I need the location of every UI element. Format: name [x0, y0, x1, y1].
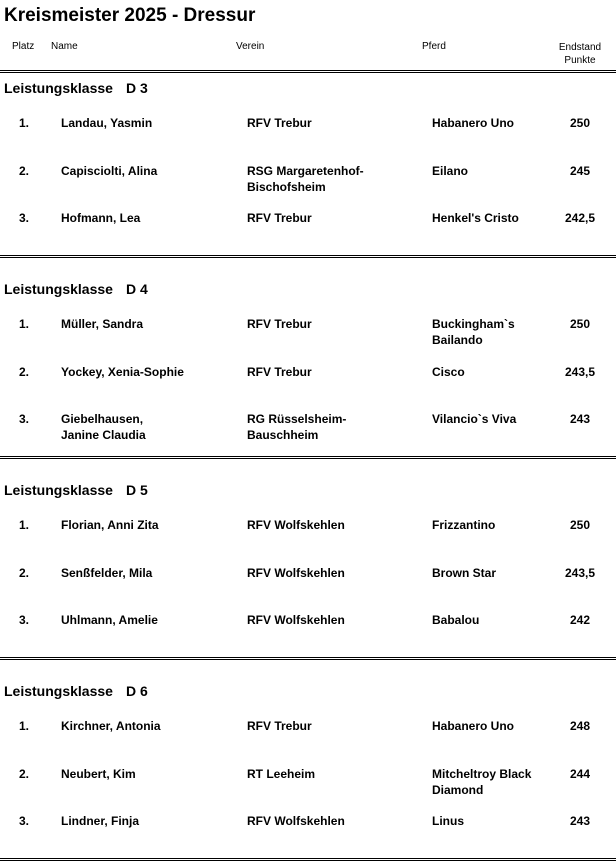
points-cell: 245 — [569, 164, 591, 178]
points-cell: 250 — [569, 317, 591, 331]
page-title: Kreismeister 2025 - Dressur — [4, 5, 256, 26]
rank-cell: 2. — [19, 767, 30, 781]
club-line: Bauschheim — [247, 428, 319, 442]
section-divider — [0, 456, 616, 459]
name-line: Müller, Sandra — [61, 317, 144, 331]
club-cell — [247, 718, 312, 734]
points-cell: 250 — [569, 518, 591, 532]
club-cell — [247, 115, 312, 131]
name-line: Giebelhausen, — [61, 412, 144, 426]
name-cell — [61, 364, 184, 380]
name-cell — [61, 316, 143, 332]
horse-line: Habanero Uno — [432, 116, 515, 130]
name-line: Hofmann, Lea — [61, 211, 141, 225]
name-line: Neubert, Kim — [61, 767, 136, 781]
horse-cell — [432, 115, 514, 131]
rank-cell: 2. — [19, 566, 30, 580]
club-line: RFV Wolfskehlen — [247, 566, 345, 580]
club-line: RFV Wolfskehlen — [247, 814, 345, 828]
rank-cell: 1. — [19, 719, 30, 733]
horse-cell — [432, 718, 514, 734]
name-line: Yockey, Xenia-Sophie — [61, 365, 184, 379]
club-line: RSG Margaretenhof- — [247, 164, 364, 178]
horse-line: Bailando — [432, 333, 483, 347]
club-cell — [247, 813, 345, 829]
club-cell — [247, 364, 312, 380]
name-cell — [61, 210, 140, 226]
name-line: Janine Claudia — [61, 428, 146, 442]
points-cell: 243,5 — [564, 365, 596, 379]
rank-cell: 1. — [19, 518, 30, 532]
section-divider — [0, 255, 616, 258]
name-cell — [61, 115, 152, 131]
class-title — [4, 482, 148, 498]
horse-line: Buckingham`s — [432, 317, 515, 331]
points-cell: 248 — [569, 719, 591, 733]
class-label: Leistungsklasse — [4, 482, 113, 498]
rank-cell: 3. — [19, 211, 30, 225]
name-cell — [61, 517, 159, 533]
horse-line: Habanero Uno — [432, 719, 515, 733]
horse-line: Cisco — [432, 365, 465, 379]
club-cell — [247, 163, 364, 195]
club-cell — [247, 517, 345, 533]
class-label: Leistungsklasse — [4, 683, 113, 699]
club-cell — [247, 210, 312, 226]
points-cell: 242,5 — [564, 211, 596, 225]
name-line: Landau, Yasmin — [61, 116, 153, 130]
rank-cell: 3. — [19, 613, 30, 627]
horse-line: Brown Star — [432, 566, 497, 580]
rank-cell: 2. — [19, 164, 30, 178]
name-line: Uhlmann, Amelie — [61, 613, 158, 627]
name-cell — [61, 813, 139, 829]
class-label: Leistungsklasse — [4, 80, 113, 96]
name-cell — [61, 163, 157, 179]
points-cell: 243,5 — [564, 566, 596, 580]
horse-line: Mitcheltroy Black — [432, 767, 532, 781]
horse-line: Frizzantino — [432, 518, 496, 532]
class-code: D 5 — [125, 482, 148, 498]
club-cell — [247, 766, 315, 782]
section-divider — [0, 858, 616, 861]
horse-line: Linus — [432, 814, 464, 828]
name-cell — [61, 718, 161, 734]
points-cell: 250 — [569, 116, 591, 130]
points-cell: 244 — [569, 767, 591, 781]
club-line: RFV Trebur — [247, 211, 312, 225]
header-endstand-line1: Endstand — [558, 42, 602, 53]
header-pferd: Pferd — [422, 41, 446, 52]
horse-line: Henkel's Cristo — [432, 211, 519, 225]
club-cell — [247, 612, 345, 628]
horse-line: Eilano — [432, 164, 469, 178]
header-divider — [0, 70, 616, 73]
name-line: Capisciolti, Alina — [61, 164, 158, 178]
class-title — [4, 281, 148, 297]
header-endstand — [548, 41, 612, 67]
club-line: RFV Trebur — [247, 317, 312, 331]
header-endstand-line2: Punkte — [564, 55, 596, 66]
points-cell: 242 — [569, 613, 591, 627]
horse-cell — [432, 411, 516, 427]
class-code: D 3 — [125, 80, 148, 96]
horse-cell — [432, 163, 468, 179]
name-cell — [61, 766, 136, 782]
name-cell — [61, 612, 158, 628]
horse-cell — [432, 364, 465, 380]
header-verein: Verein — [236, 41, 265, 52]
club-line: RG Rüsselsheim- — [247, 412, 347, 426]
points-cell: 243 — [569, 814, 591, 828]
club-line: RFV Trebur — [247, 365, 312, 379]
club-line: RT Leeheim — [247, 767, 316, 781]
club-line: RFV Trebur — [247, 116, 312, 130]
club-line: RFV Wolfskehlen — [247, 518, 345, 532]
section-divider — [0, 657, 616, 660]
name-cell — [61, 411, 146, 443]
horse-cell — [432, 766, 531, 798]
horse-cell — [432, 565, 496, 581]
class-code: D 6 — [125, 683, 148, 699]
class-label: Leistungsklasse — [4, 281, 113, 297]
horse-line: Diamond — [432, 783, 484, 797]
class-code: D 4 — [125, 281, 148, 297]
club-cell — [247, 316, 312, 332]
club-cell — [247, 565, 345, 581]
club-line: Bischofsheim — [247, 180, 326, 194]
header-name: Name — [51, 41, 78, 52]
horse-cell — [432, 316, 515, 348]
rank-cell: 1. — [19, 116, 30, 130]
rank-cell: 3. — [19, 814, 30, 828]
rank-cell: 1. — [19, 317, 30, 331]
horse-cell — [432, 813, 464, 829]
rank-cell: 3. — [19, 412, 30, 426]
club-line: RFV Trebur — [247, 719, 312, 733]
horse-line: Babalou — [432, 613, 480, 627]
name-line: Lindner, Finja — [61, 814, 140, 828]
header-platz: Platz — [12, 41, 35, 52]
horse-cell — [432, 517, 495, 533]
horse-cell — [432, 210, 519, 226]
horse-line: Vilancio`s Viva — [432, 412, 517, 426]
name-cell — [61, 565, 152, 581]
name-line: Florian, Anni Zita — [61, 518, 159, 532]
club-line: RFV Wolfskehlen — [247, 613, 345, 627]
rank-cell: 2. — [19, 365, 30, 379]
points-cell: 243 — [569, 412, 591, 426]
name-line: Senßfelder, Mila — [61, 566, 153, 580]
name-line: Kirchner, Antonia — [61, 719, 161, 733]
horse-cell — [432, 612, 479, 628]
class-title — [4, 683, 148, 699]
club-cell — [247, 411, 346, 443]
class-title — [4, 80, 148, 96]
